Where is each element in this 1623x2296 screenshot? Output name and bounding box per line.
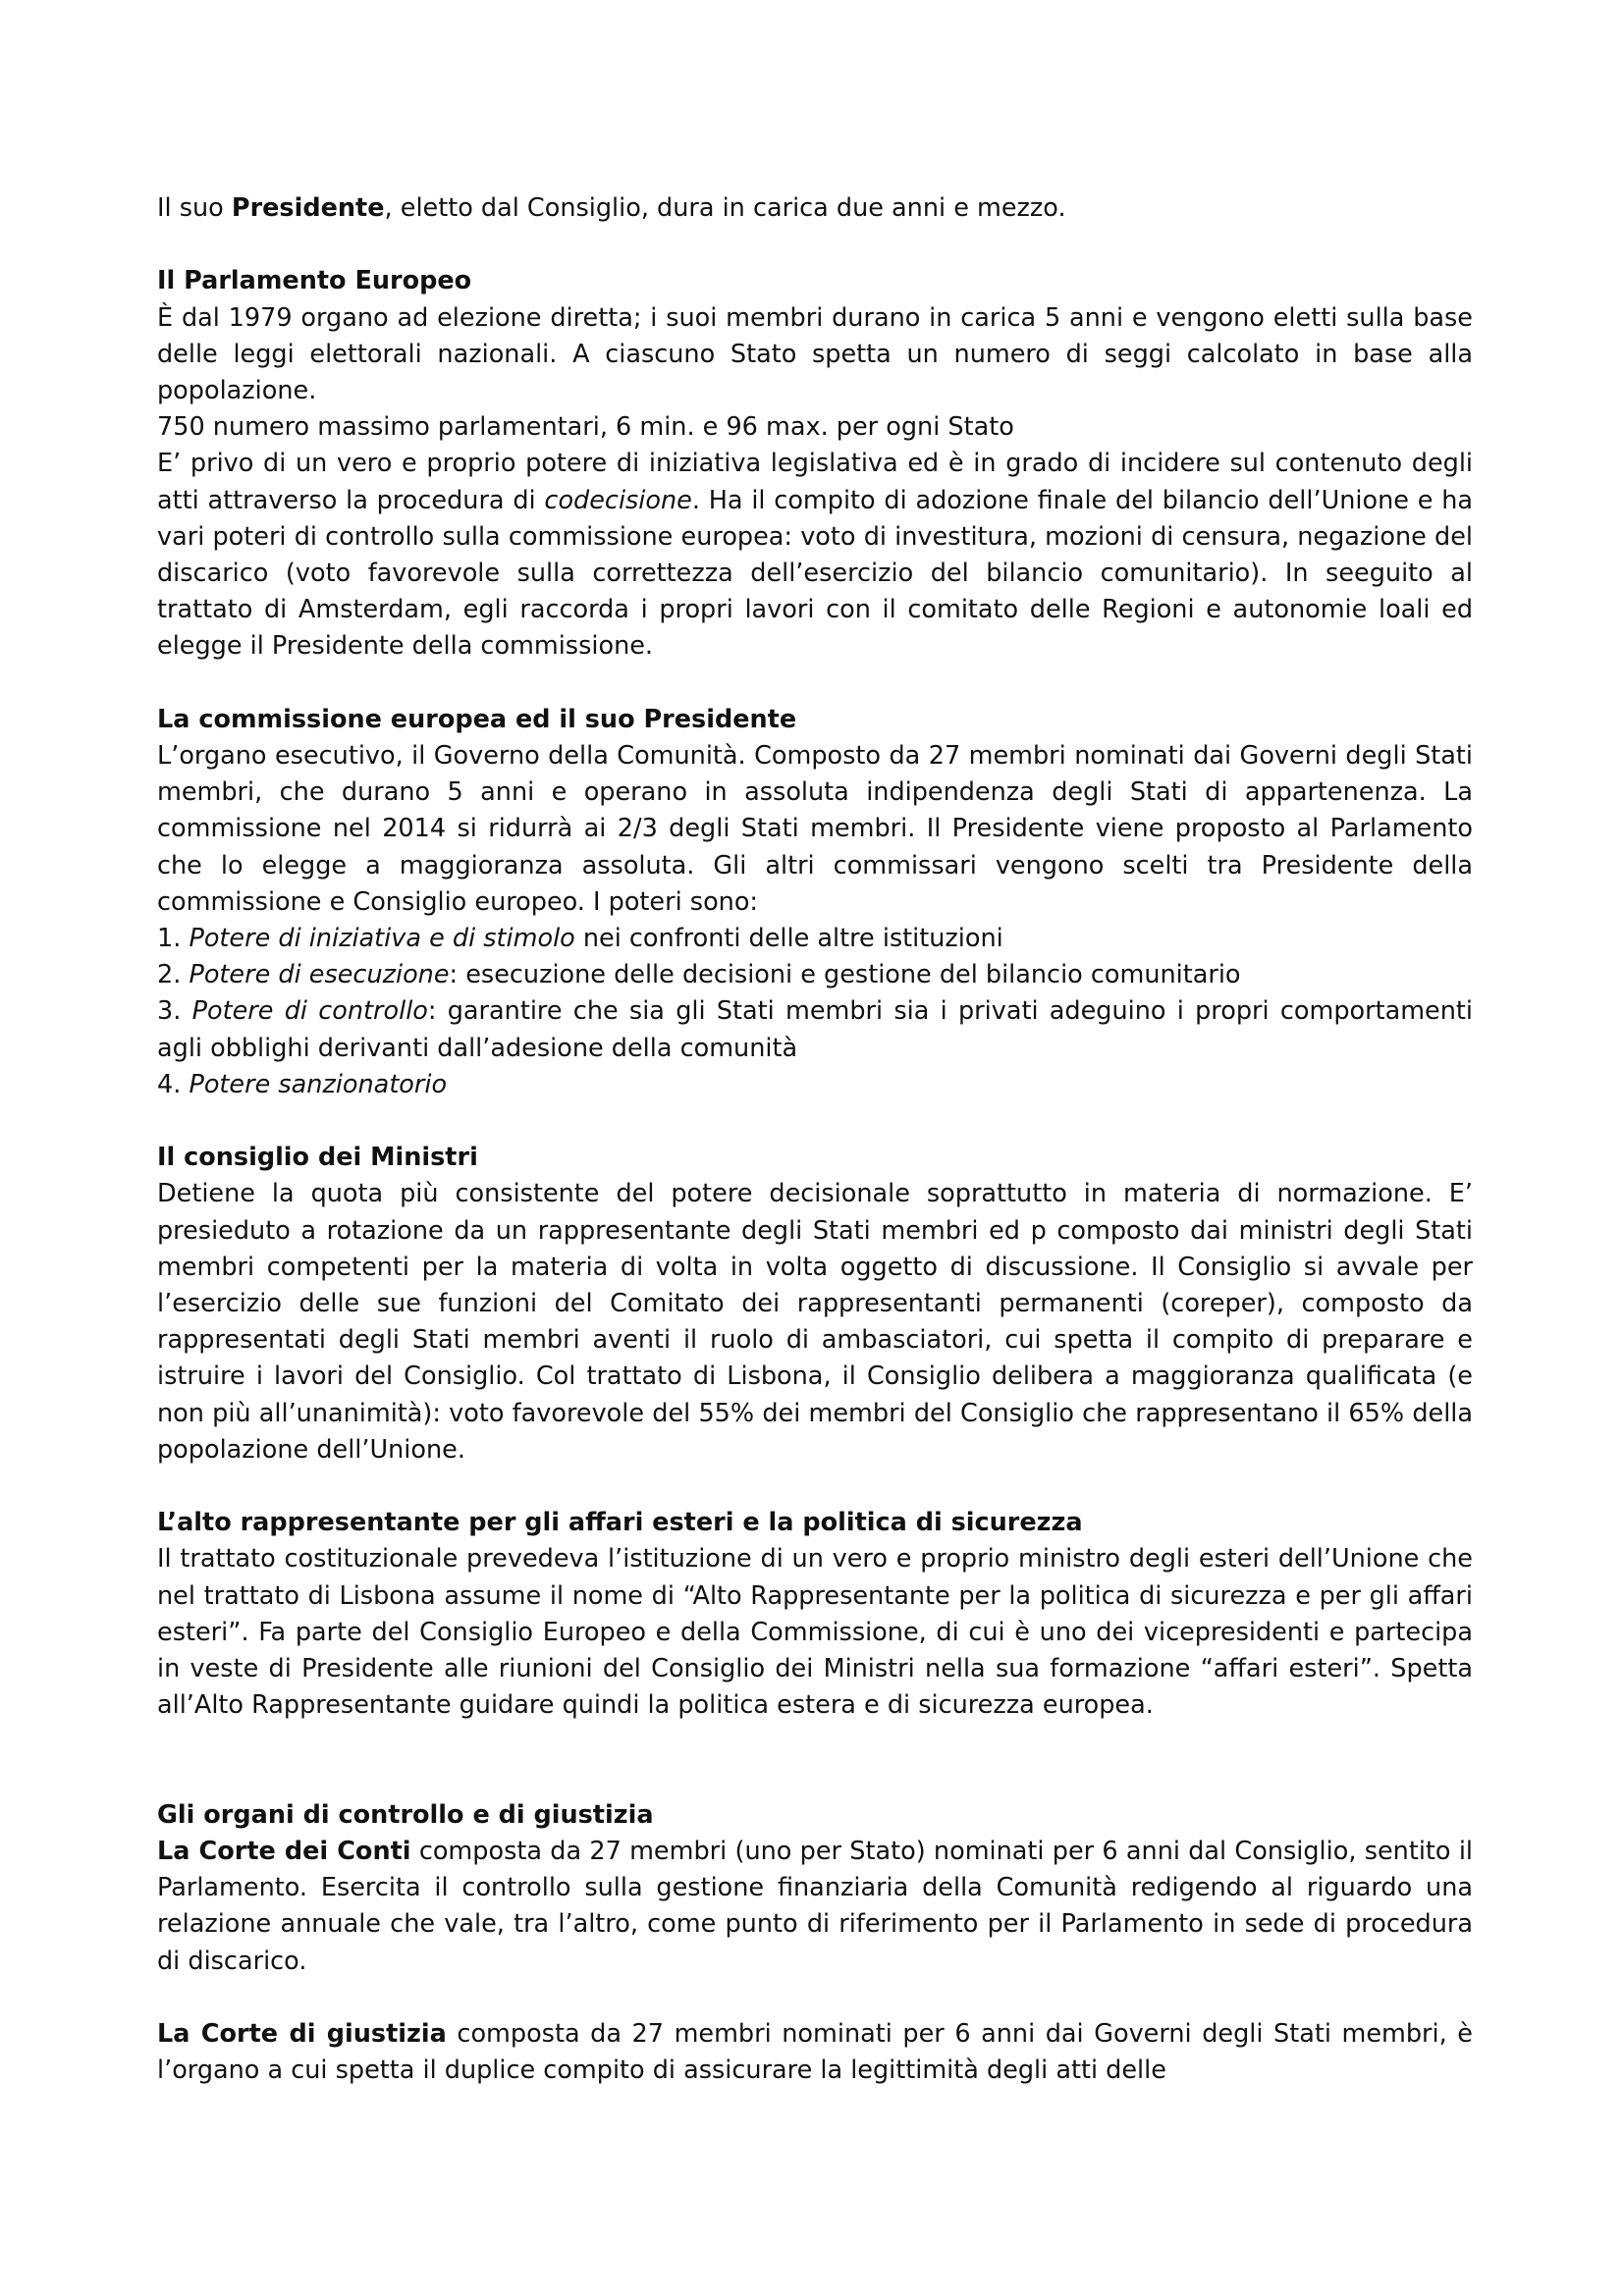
alto-rappresentante-paragraph: Il trattato costituzionale prevedeva l’istituzione di un vero e proprio ministro degli esteri dell’Unione che nel trattato di Lisbona assume il nome di “Alto Rappresentante per la politica di sicurezza e per gli affari esteri”. Fa parte del Consiglio Europeo e della Commissione, di cui è uno dei vicepresidenti e partecipa in veste di Presidente alle riunioni del Consiglio dei Ministri nella sua formazione “affari esteri”. Spetta all’Alto Rappresentante guidare quindi la politica estera e di sicurezza europea. [157,1544,1473,1721]
heading-organi-controllo-giustizia: Gli organi di controllo e di giustizia [157,1799,654,1830]
potere-list-item: 2. Potere di esecuzione: esecuzione delle decisioni e gestione del bilancio comunitario [157,960,1241,990]
codecisione-term: codecisione [544,485,692,515]
potere-list-item: 1. Potere di iniziativa e di stimolo nei confronti delle altre istituzioni [157,924,1003,954]
parlamento-paragraph-3: E’ privo di un vero e proprio potere di iniziativa legislativa ed è in grado di incidere sul contenuto degli atti attraverso la procedura di codecisione. Ha il compito di adozione finale del bilancio dell’Unione e ha vari poteri di controllo sulla commissione europea: voto di investitura, mozioni di censura, negazione del discarico (voto favorevole sulla correttezza dell’esercizio del bilancio comunitario). In seeguito al trattato di Amsterdam, egli raccorda i propri lavori con il comitato delle Regioni e autonomie loali ed elegge il Presidente della commissione. [157,449,1473,662]
potere-list-item: 4. Potere sanzionatorio [157,1069,448,1099]
corte-dei-conti-paragraph: La Corte dei Conti composta da 27 membri (uno per Stato) nominati per 6 anni dal Consiglio, sentito il Parlamento. Esercita il controllo sulla gestione finanziaria della Comunità redigendo al riguardo una relazione annuale che vale, tra l’altro, come punto di riferimento per il Parlamento in sede di procedura di discarico. [157,1837,1473,1976]
commissione-paragraph: L’organo esecutivo, il Governo della Comunità. Composto da 27 membri nominati dai Governi degli Stati membri, che durano 5 anni e operano in assoluta indipendenza degli Stati di appartenenza. La commissione nel 2014 si ridurrà ai 2/3 degli Stati membri. Il Presidente viene proposto al Parlamento che lo elegge a maggioranza assoluta. Gli altri commissari vengono scelti tra Presidente della commissione e Consiglio europeo. I poteri sono: [157,741,1473,917]
presidente-term: Presidente [231,193,385,223]
parlamento-paragraph-2: 750 numero massimo parlamentari, 6 min. e 96 max. per ogni Stato [157,412,1014,443]
consiglio-paragraph: Detiene la quota più consistente del potere decisionale soprattutto in materia di normazione. E’ presieduto a rotazione da un rappresentante degli Stati membri ed p composto dai ministri degli Stati membri competenti per la materia di volta in volta oggetto di discussione. Il Consiglio si avvale per l’esercizio delle sue funzioni del Comitato dei rappresentanti permanenti (coreper), composto da rappresentati degli Stati membri aventi il ruolo di ambasciatori, cui spetta il compito di preparare e istruire i lavori del Consiglio. Col trattato di Lisbona, il Consiglio delibera a maggioranza qualificata (e non più all’unanimità): voto favorevole del 55% dei membri del Consiglio che rappresentano il 65% della popolazione dell’Unione. [157,1179,1473,1465]
potere-list-item: 3. Potere di controllo: garantire che sia gli Stati membri sia i privati adeguino i propri comportamenti agli obblighi derivanti dall’adesione della comunità [157,996,1473,1063]
intro-paragraph: Il suo Presidente, eletto dal Consiglio, dura in carica due anni e mezzo. [157,193,1066,223]
heading-consiglio-ministri: Il consiglio dei Ministri [157,1143,478,1173]
heading-parlamento-europeo: Il Parlamento Europeo [157,266,472,296]
corte-di-giustizia-paragraph: La Corte di giustizia composta da 27 membri nominati per 6 anni dai Governi degli Stati membri, è l’organo a cui spetta il duplice compito di assicurare la legittimità degli atti delle [157,2019,1473,2086]
heading-commissione-europea: La commissione europea ed il suo Presidente [157,704,797,734]
text-column [157,190,1473,2089]
parlamento-paragraph-1: È dal 1979 organo ad elezione diretta; i suoi membri durano in carica 5 anni e vengono eletti sulla base delle leggi elettorali nazionali. A ciascuno Stato spetta un numero di seggi calcolato in base alla popolazione. [157,302,1473,405]
heading-alto-rappresentante: L’alto rappresentante per gli affari esteri e la politica di sicurezza [157,1508,1083,1538]
